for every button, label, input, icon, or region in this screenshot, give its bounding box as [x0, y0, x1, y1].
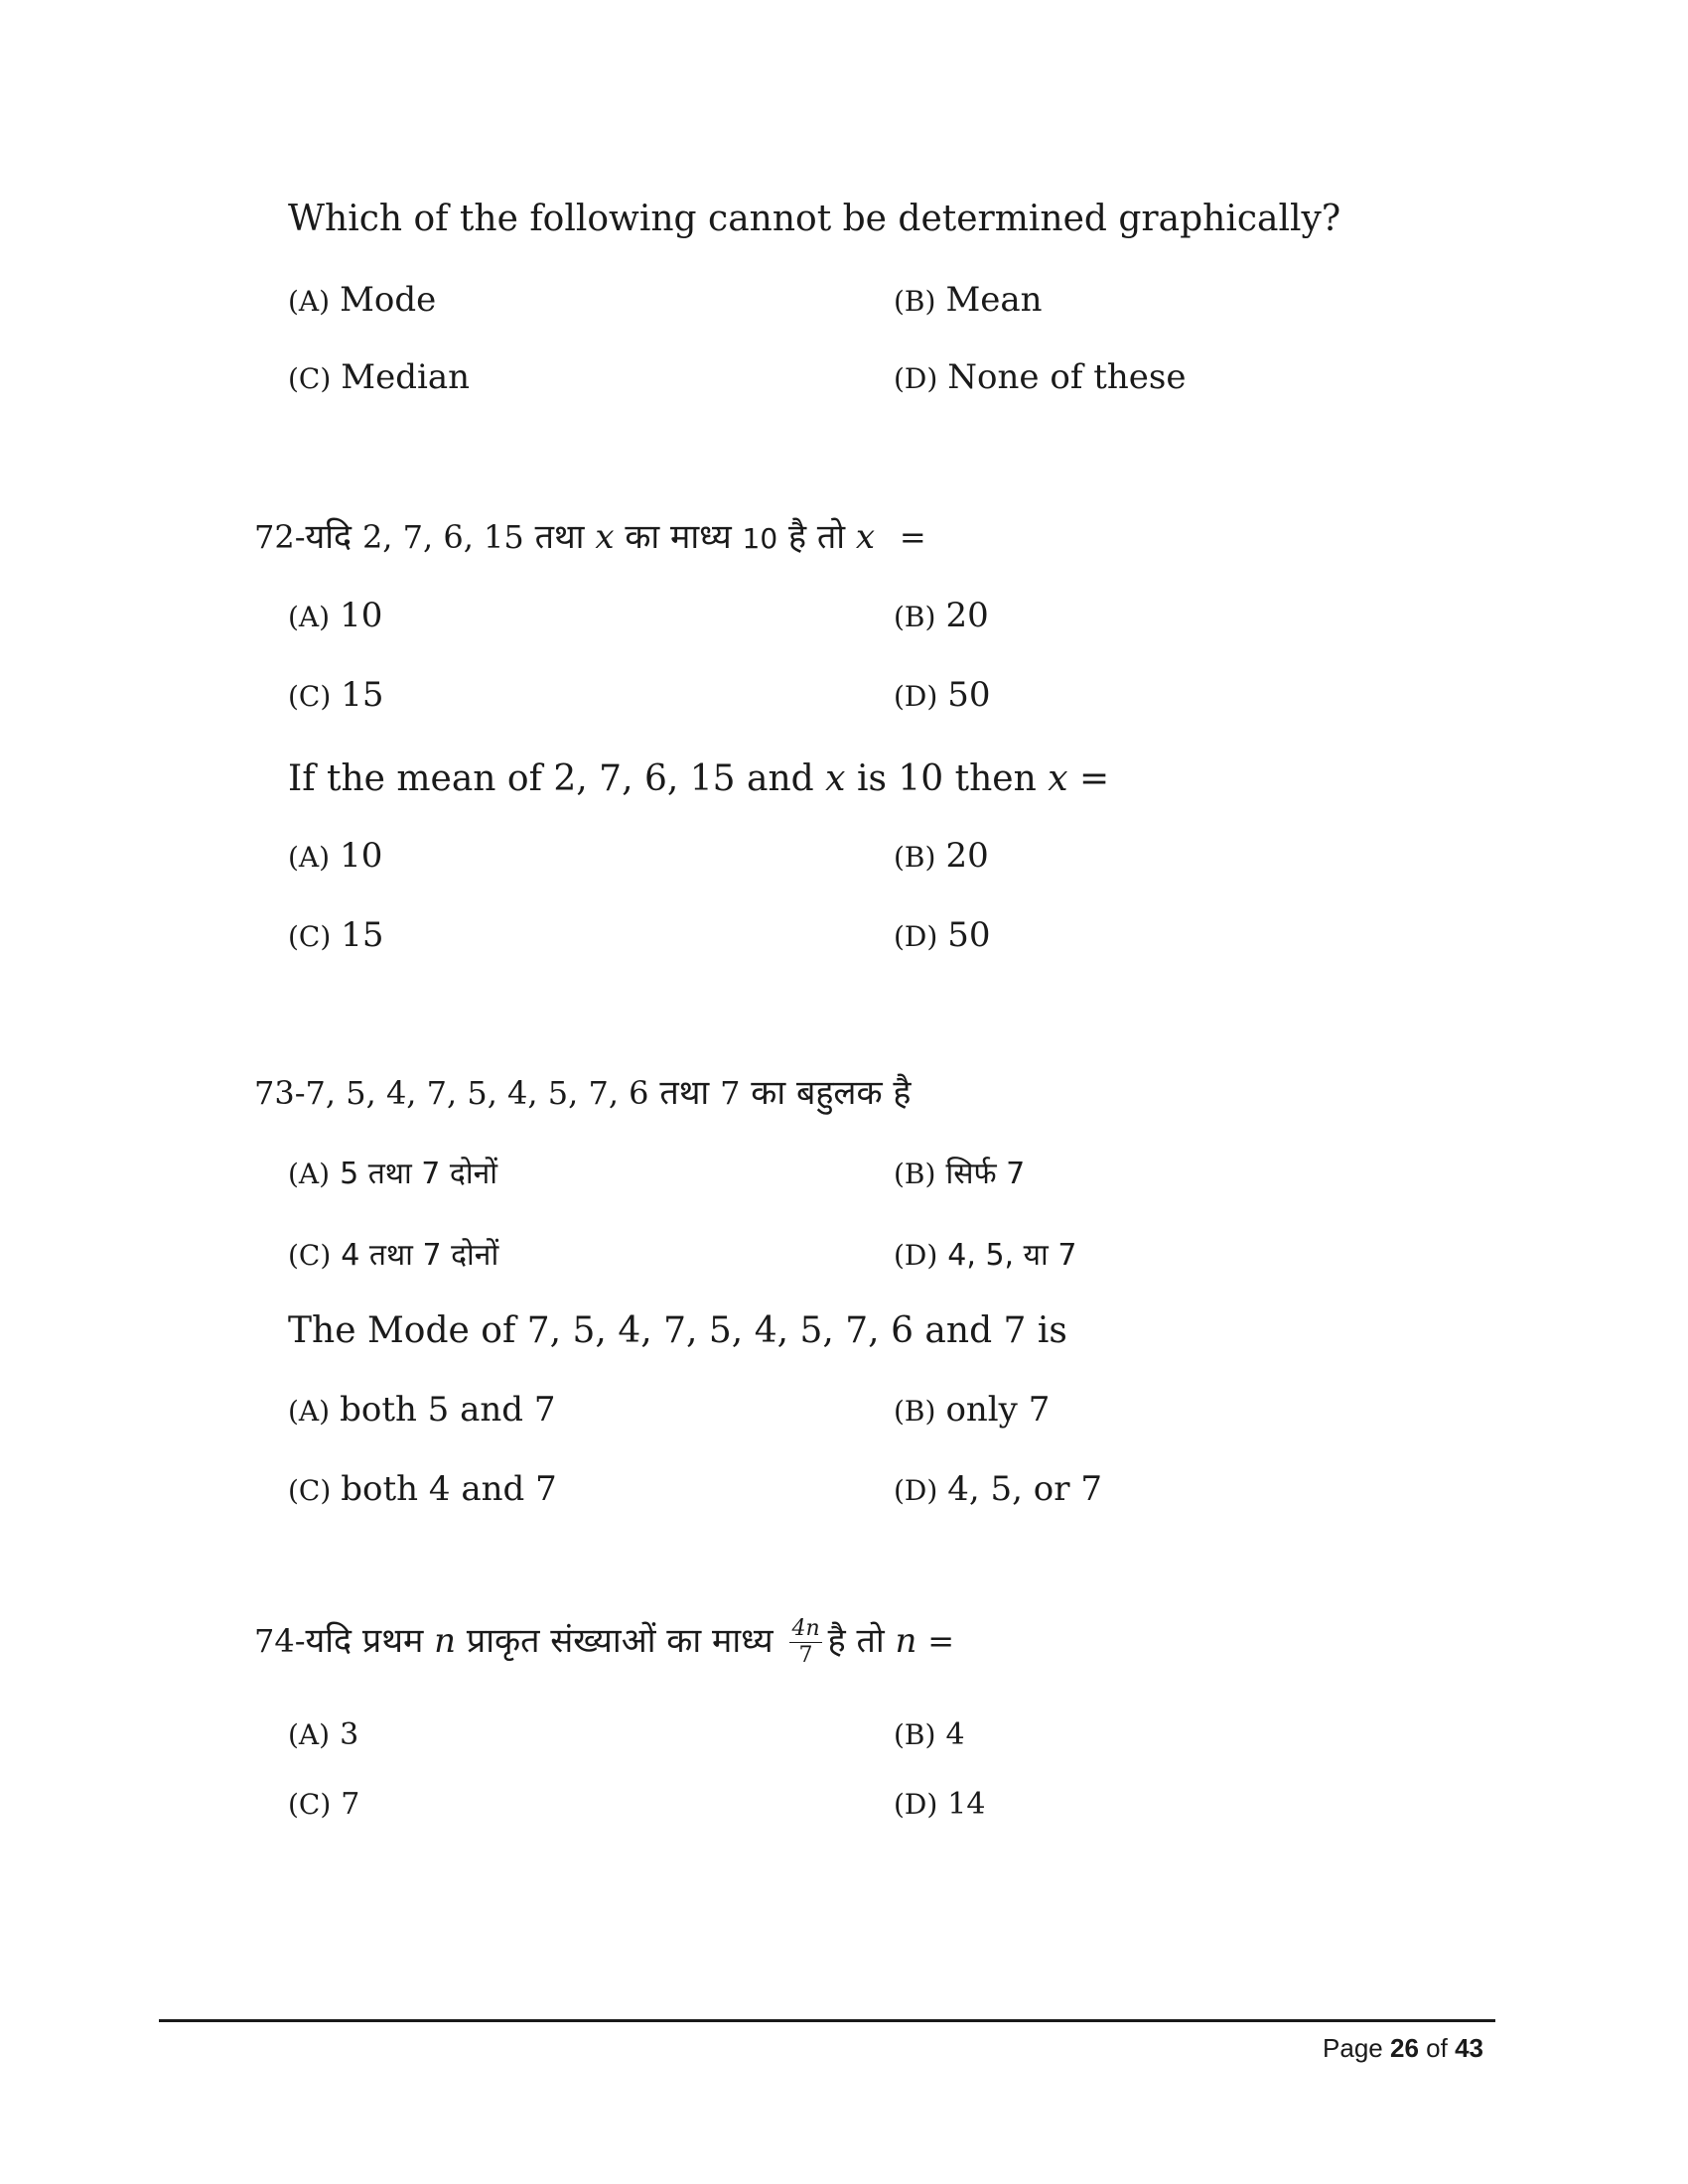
q73-hi-option-c: (C) 4 तथा 7 दोनों: [288, 1238, 499, 1273]
q73-question-english: The Mode of 7, 5, 4, 7, 5, 4, 5, 7, 6 and 7 is: [288, 1310, 1067, 1351]
q71-question: Which of the following cannot be determined graphically?: [288, 199, 1341, 239]
q73-en-option-b: (B) only 7: [894, 1390, 1051, 1430]
fraction-4n-over-7: $\frac{4n}{7}$: [791, 1616, 820, 1668]
q71-option-a: (A) Mode: [288, 280, 437, 320]
q74-option-a: (A) 3: [288, 1717, 359, 1752]
q72-hi-option-c: (C) 15: [288, 675, 384, 715]
q73-hi-option-b: (B) सिर्फ 7: [894, 1157, 1026, 1191]
q72-en-option-b: (B) 20: [894, 836, 989, 876]
q73-question-hindi: 73-7, 5, 4, 7, 5, 4, 5, 7, 6 तथा 7 का बहुलक है: [254, 1073, 912, 1113]
q72-hi-option-b: (B) 20: [894, 596, 989, 635]
q72-question-hindi: 72-यदि 2, 7, 6, 15 तथा x का माध्य 10 है तो x =: [254, 517, 926, 557]
q71-option-c: (C) Median: [288, 357, 471, 397]
q72-hi-option-a: (A) 10: [288, 596, 383, 635]
q74-option-c: (C) 7: [288, 1787, 360, 1822]
footer-rule: [159, 2019, 1495, 2022]
page-number: Page 26 of 43: [1323, 2033, 1483, 2063]
q74-option-b: (B) 4: [894, 1717, 965, 1752]
q74-option-d: (D) 14: [894, 1787, 986, 1822]
q73-hi-option-d: (D) 4, 5, या 7: [894, 1238, 1077, 1273]
q72-en-option-d: (D) 50: [894, 915, 991, 955]
q72-en-option-c: (C) 15: [288, 915, 384, 955]
q71-option-b: (B) Mean: [894, 280, 1043, 320]
q72-en-option-a: (A) 10: [288, 836, 383, 876]
q73-en-option-a: (A) both 5 and 7: [288, 1390, 556, 1430]
q74-question-hindi: 74-यदि प्रथम n प्राकृत संख्याओं का माध्य $\frac{4n}{7}$ है तो n =: [254, 1616, 955, 1668]
q73-hi-option-a: (A) 5 तथा 7 दोनों: [288, 1157, 498, 1191]
q73-en-option-d: (D) 4, 5, or 7: [894, 1469, 1102, 1509]
q72-question-english: If the mean of 2, 7, 6, 15 and x is 10 then x =: [288, 758, 1110, 799]
q71-option-d: (D) None of these: [894, 357, 1187, 397]
q73-en-option-c: (C) both 4 and 7: [288, 1469, 557, 1509]
q72-hi-option-d: (D) 50: [894, 675, 991, 715]
